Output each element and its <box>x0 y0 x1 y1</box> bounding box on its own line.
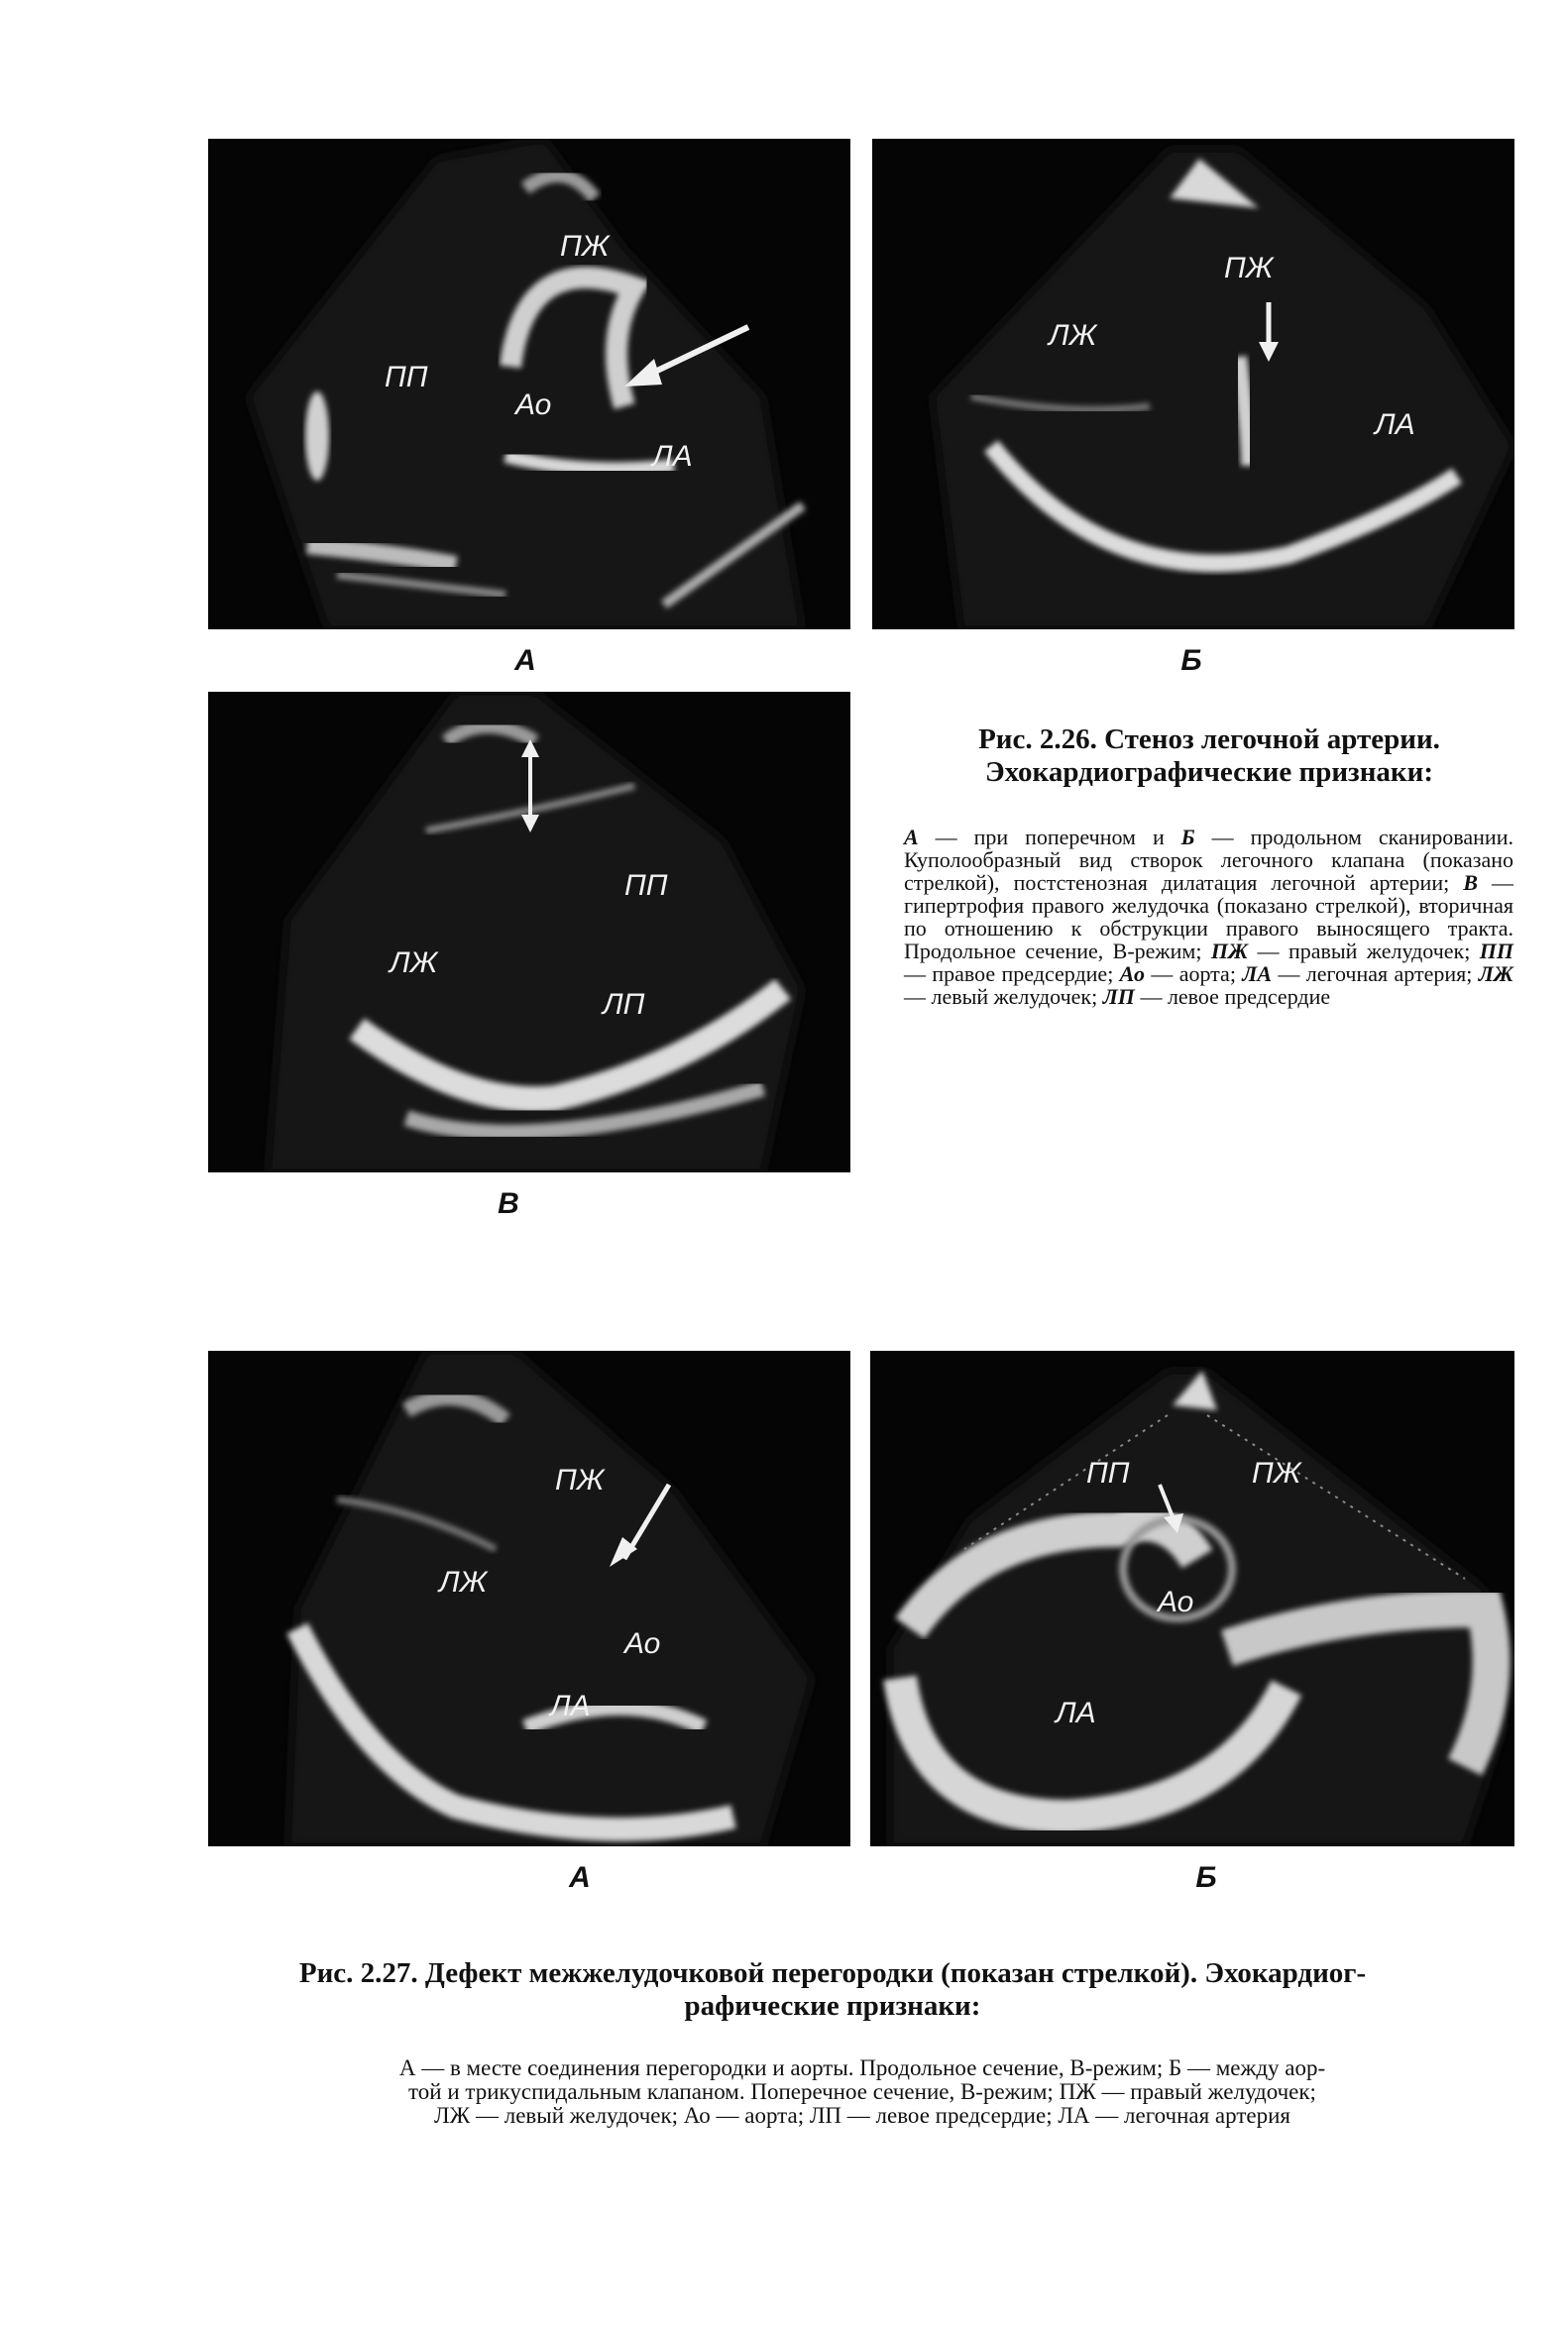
label-la: ЛА <box>550 1690 591 1722</box>
label-lzh: ЛЖ <box>1049 319 1097 352</box>
caption-body-226 <box>904 826 1513 1008</box>
caption-abbr: А <box>904 825 919 849</box>
label-pp: ПП <box>1086 1457 1130 1490</box>
caption-text: — продольном сканировании. Куполообразный вид створок легочного клапана (показано стрелкой), постстенозная дилатация легочной артерии; <box>904 825 1513 895</box>
label-pp: ПП <box>385 361 428 393</box>
label-ao: Ао <box>624 1627 661 1660</box>
caption-text: — правый желудочек; <box>1248 939 1480 963</box>
caption-text: — гипертрофия правого желудочка (показано стрелкой), вторичная по отношению к обструкции правого выносящего тракта. Продольное сечение, В-режим; <box>904 870 1513 963</box>
caption-abbr: ЛЖ <box>1478 961 1514 986</box>
caption-text: — при поперечном и <box>918 825 1181 849</box>
label-lzh: ЛЖ <box>439 1566 488 1599</box>
caption-body-227-line2: той и трикуспидальным клапаном. Поперечное сечение, В-режим; ПЖ — правый желудочек; <box>408 2079 1316 2104</box>
label-la: ЛА <box>652 440 693 473</box>
label-ao: Ао <box>1158 1586 1194 1618</box>
echo-image-226-v <box>208 692 850 1172</box>
echo-image-227-a <box>208 1351 850 1846</box>
caption-abbr: ЛП <box>1102 984 1135 1009</box>
caption-title-226-line1: Рис. 2.26. Стеноз легочной артерии. <box>978 723 1440 755</box>
caption-title-227 <box>139 1957 1526 2023</box>
label-la: ЛА <box>1375 408 1415 441</box>
caption-abbr: ПЖ <box>1210 939 1249 963</box>
caption-body-227-line3: ЛЖ — левый желудочек; Ао — аорта; ЛП — левое предсердие; ЛА — легочная артерия <box>434 2103 1290 2128</box>
caption-abbr: ЛА <box>1242 961 1273 986</box>
caption-title-227-line2: рафические признаки: <box>684 1990 981 2022</box>
label-ao: Ао <box>515 388 552 421</box>
caption-abbr: В <box>1463 870 1478 895</box>
label-pzh: ПЖ <box>1252 1457 1301 1490</box>
caption-text: — легочная артерия; <box>1272 961 1479 986</box>
caption-abbr: Ао <box>1119 961 1145 986</box>
panel-label-227-b: Б <box>1195 1861 1217 1894</box>
caption-abbr: Б <box>1180 825 1195 849</box>
panel-label-226-b: Б <box>1180 644 1202 677</box>
label-pzh: ПЖ <box>1224 252 1274 284</box>
caption-title-226 <box>902 723 1516 789</box>
label-pzh: ПЖ <box>560 230 610 263</box>
panel-label-226-v: В <box>498 1187 519 1220</box>
caption-text: — аорта; <box>1145 961 1243 986</box>
panel-label-227-a: А <box>569 1861 591 1894</box>
caption-text: — левое предсердие <box>1134 984 1331 1009</box>
caption-text: — левый желудочек; <box>904 984 1103 1009</box>
echo-image-226-b <box>872 139 1514 629</box>
caption-body-227-line1: А — в месте соединения перегородки и аорты. Продольное сечение, В-режим; Б — между аор- <box>398 2055 1326 2080</box>
caption-title-226-line2: Эхокардиографические признаки: <box>984 756 1433 788</box>
caption-text: — правое предсердие; <box>904 961 1120 986</box>
label-pzh: ПЖ <box>555 1464 605 1496</box>
caption-title-227-line1: Рис. 2.27. Дефект межжелудочковой перегородки (показан стрелкой). Эхокардиог- <box>298 1957 1367 1989</box>
echo-image-226-a <box>208 139 850 629</box>
caption-abbr: ПП <box>1479 939 1513 963</box>
label-la: ЛА <box>1056 1697 1096 1729</box>
echo-image-227-b <box>870 1351 1514 1846</box>
label-lp: ЛП <box>603 988 645 1021</box>
panel-label-226-a: А <box>514 644 536 677</box>
label-pp: ПП <box>624 869 668 902</box>
label-lzh: ЛЖ <box>390 946 438 979</box>
caption-body-227 <box>198 2056 1526 2128</box>
